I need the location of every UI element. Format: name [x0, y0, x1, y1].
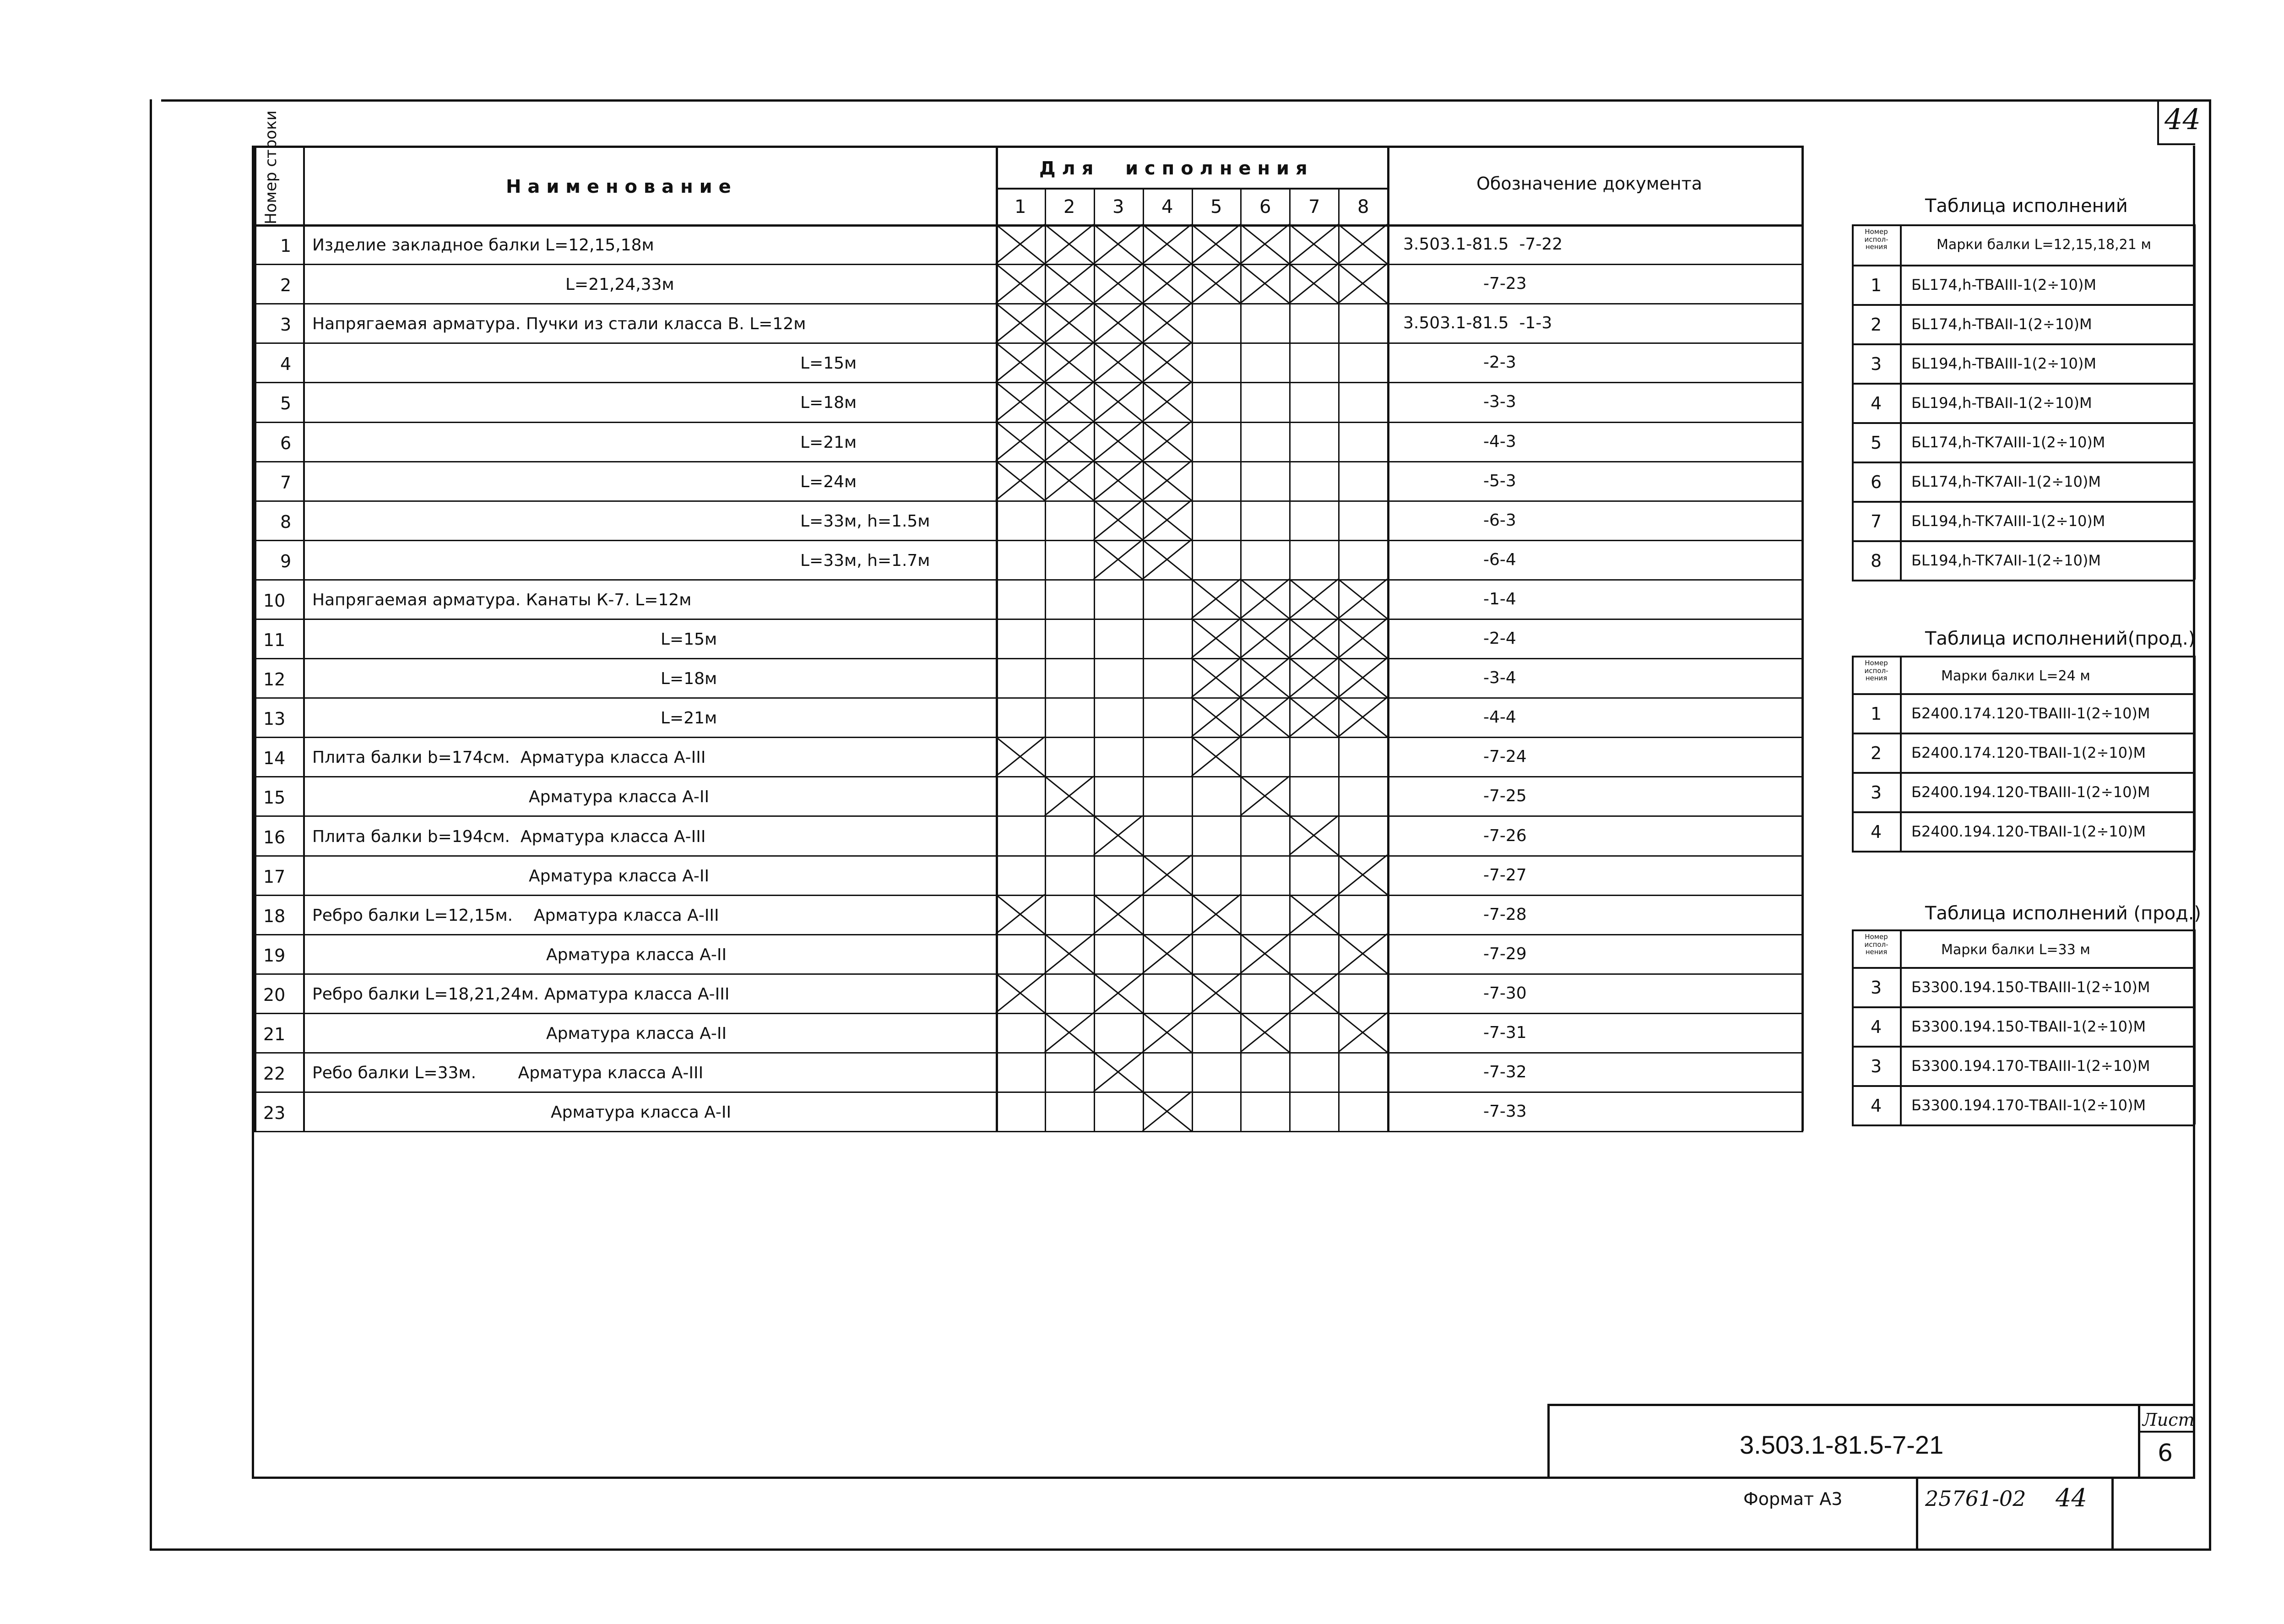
exec-table-row-line — [1852, 1046, 2194, 1048]
row-document-16: -7-26 — [1483, 826, 1527, 845]
title-block-sheet-divider — [2138, 1404, 2140, 1479]
title-block-top — [1547, 1404, 2195, 1406]
row-number-18: 18 — [263, 906, 286, 926]
sheet-corner-number: 44 — [2165, 103, 2201, 136]
inventory-number: 25761-02 — [1925, 1486, 2026, 1511]
table-row-line — [254, 697, 1803, 699]
sheet-label: Лист — [2143, 1410, 2195, 1430]
exec-table-row-number: 4 — [1871, 1096, 1882, 1116]
row-document-14: -7-24 — [1483, 747, 1527, 766]
table-row-line — [254, 619, 1803, 620]
table-row-line — [254, 658, 1803, 659]
exec-table-col-marks-header: Марки балки L=12,15,18,21 м — [1937, 237, 2151, 253]
row-number-10: 10 — [263, 591, 286, 611]
row-document-2: -7-23 — [1483, 274, 1527, 293]
row-name-12: L=18м — [661, 669, 717, 688]
execution-number-2: 2 — [1063, 196, 1075, 217]
exec-table-col-marks-header: Марки балки L=24 м — [1941, 668, 2090, 684]
exec-table-row-line — [1852, 1006, 2194, 1008]
exec-table-row-mark: Б2400.194.120-TBAIII-1(2÷10)M — [1911, 783, 2150, 801]
table-row-line — [254, 776, 1803, 777]
row-document-15: -7-25 — [1483, 787, 1527, 805]
row-name-14: Плита балки b=174см. Арматура класса А-III — [312, 748, 706, 767]
exec-table-header-line — [1852, 693, 2194, 695]
row-name-6: L=21м — [800, 433, 857, 452]
exec-table-title-2: Таблица исполнений(прод.) — [1925, 628, 2196, 649]
row-number-2: 2 — [280, 275, 292, 295]
exec-table-title-3: Таблица исполнений (прод.) — [1925, 903, 2202, 924]
row-document-21: -7-31 — [1483, 1023, 1527, 1042]
exec-table-row-line — [1852, 501, 2194, 503]
row-number-7: 7 — [280, 473, 292, 493]
inventory-suffix: 44 — [2056, 1483, 2087, 1512]
row-document-6: -4-3 — [1483, 432, 1516, 451]
row-number-14: 14 — [263, 748, 286, 768]
row-document-7: -5-3 — [1483, 472, 1516, 490]
table-row-line — [254, 737, 1803, 738]
row-name-19: Арматура класса А-II — [546, 945, 727, 964]
exec-table-col-marks-header: Марки балки L=33 м — [1941, 942, 2090, 958]
row-name-18: Ребро балки L=12,15м. Арматура класса А-III — [312, 906, 719, 925]
exec-table-title-1: Таблица исполнений — [1925, 196, 2128, 217]
exec-table-col-exec-header: Номер испол-нения — [1864, 228, 1888, 251]
row-name-2: L=21,24,33м — [565, 275, 674, 294]
exec-table-row-number: 3 — [1871, 1056, 1882, 1076]
table-row-line — [254, 422, 1803, 423]
exec-table-col-divider — [1900, 224, 1902, 580]
table-row-line — [254, 1013, 1803, 1014]
exec-table-left — [1852, 224, 1854, 580]
row-number-20: 20 — [263, 985, 286, 1005]
row-name-22: Ребо балки L=33м. Арматура класса А-III — [312, 1064, 704, 1082]
exec-table-row-mark: Б3300.194.150-TBAIII-1(2÷10)M — [1911, 978, 2150, 996]
exec-table-row-mark: Б3300.194.170-TBAII-1(2÷10)M — [1911, 1097, 2146, 1114]
row-document-22: -7-32 — [1483, 1063, 1527, 1081]
row-number-12: 12 — [263, 669, 286, 690]
table-row-line — [254, 1131, 1803, 1132]
exec-table-top — [1852, 656, 2194, 657]
row-document-1: 3.503.1-81.5 -7-22 — [1403, 235, 1563, 254]
execution-number-8: 8 — [1357, 196, 1369, 217]
exec-table-row-line — [1852, 580, 2194, 581]
row-document-19: -7-29 — [1483, 945, 1527, 963]
exec-table-row-line — [1852, 383, 2194, 385]
main-table-left-border — [254, 146, 256, 1131]
exec-table-row-line — [1852, 540, 2194, 542]
row-number-9: 9 — [280, 551, 292, 571]
execution-number-3: 3 — [1112, 196, 1124, 217]
exec-table-right — [2194, 224, 2196, 580]
row-number-16: 16 — [263, 827, 286, 847]
table-row-line — [254, 855, 1803, 857]
table-row-line — [254, 579, 1803, 581]
exec-table-row-mark: БL174,h-TK7AII-1(2÷10)M — [1911, 473, 2101, 490]
title-block-sheet-label-line — [2138, 1431, 2195, 1433]
row-document-20: -7-30 — [1483, 984, 1527, 1003]
row-name-16: Плита балки b=194см. Арматура класса А-III — [312, 827, 706, 846]
exec-table-row-mark: Б2400.194.120-TBAII-1(2÷10)M — [1911, 823, 2146, 840]
execution-number-5: 5 — [1210, 196, 1222, 217]
row-number-19: 19 — [263, 945, 286, 966]
title-block-left — [1547, 1404, 1550, 1479]
row-name-9: L=33м, h=1.7м — [800, 551, 930, 570]
exec-table-row-number: 1 — [1871, 704, 1882, 724]
table-row-line — [254, 540, 1803, 541]
document-designation: 3.503.1-81.5-7-21 — [1740, 1430, 1944, 1459]
footer-divider-1 — [1916, 1479, 1918, 1551]
exec-table-row-line — [1852, 343, 2194, 345]
exec-table-row-mark: Б2400.174.120-TBAII-1(2÷10)M — [1911, 744, 2146, 761]
exec-table-row-mark: БL194,h-TBAII-1(2÷10)M — [1911, 394, 2092, 412]
row-number-11: 11 — [263, 630, 286, 650]
name-column-header: Н а и м е н о в а н и е — [506, 176, 731, 197]
row-document-23: -7-33 — [1483, 1102, 1527, 1121]
exec-table-col-divider — [1900, 929, 1902, 1124]
exec-table-row-line — [1852, 733, 2194, 734]
exec-table-row-mark: БL174,h-TBAII-1(2÷10)M — [1911, 315, 2092, 333]
exec-table-row-line — [1852, 1124, 2194, 1126]
row-number-6: 6 — [280, 433, 292, 453]
exec-table-col-exec-header: Номер испол-нения — [1864, 933, 1888, 956]
for-execution-header: Д л я и с п о л н е н и я — [1039, 158, 1307, 179]
table-row-line — [254, 1052, 1803, 1054]
row-number-23: 23 — [263, 1103, 286, 1123]
row-name-8: L=33м, h=1.5м — [800, 512, 930, 531]
table-row-line — [254, 303, 1803, 304]
table-row-line — [254, 895, 1803, 896]
exec-table-row-number: 3 — [1871, 782, 1882, 803]
table-row-line — [254, 382, 1803, 383]
exec-table-row-number: 1 — [1871, 275, 1882, 295]
row-document-3: 3.503.1-81.5 -1-3 — [1403, 314, 1552, 332]
exec-table-row-mark: БL194,h-TBAIII-1(2÷10)M — [1911, 355, 2096, 372]
exec-table-row-mark: Б3300.194.150-TBAII-1(2÷10)M — [1911, 1018, 2146, 1035]
footer-divider-2 — [2111, 1479, 2114, 1551]
row-name-20: Ребро балки L=18,21,24м. Арматура класса А-III — [312, 985, 730, 1004]
exec-table-left — [1852, 929, 1854, 1124]
table-row-line — [254, 500, 1803, 502]
row-number-21: 21 — [263, 1024, 286, 1044]
row-name-17: Арматура класса А-II — [529, 867, 710, 885]
exec-table-row-line — [1852, 304, 2194, 306]
row-document-8: -6-3 — [1483, 511, 1516, 530]
row-document-18: -7-28 — [1483, 905, 1527, 924]
table-row-line — [254, 264, 1803, 265]
row-number-8: 8 — [280, 512, 292, 532]
execution-number-4: 4 — [1161, 196, 1173, 217]
row-name-3: Напрягаемая арматура. Пучки из стали класса В. L=12м — [312, 315, 806, 333]
execution-number-7: 7 — [1308, 196, 1320, 217]
exec-table-header-line — [1852, 967, 2194, 969]
exec-table-row-mark: БL174,h-TK7AIII-1(2÷10)M — [1911, 434, 2105, 451]
row-name-5: L=18м — [800, 393, 857, 412]
table-row-line — [254, 973, 1803, 975]
execution-number-6: 6 — [1259, 196, 1271, 217]
exec-table-row-number: 2 — [1871, 743, 1882, 763]
row-name-23: Арматура класса А-II — [551, 1103, 732, 1122]
exec-table-row-number: 3 — [1871, 978, 1882, 998]
exec-table-row-mark: БL174,h-TBAIII-1(2÷10)M — [1911, 276, 2096, 293]
row-name-7: L=24м — [800, 473, 857, 491]
exec-table-top — [1852, 929, 2194, 931]
row-name-15: Арматура класса А-II — [529, 788, 710, 806]
exec-table-row-line — [1852, 1085, 2194, 1087]
exec-table-row-line — [1852, 462, 2194, 463]
row-number-22: 22 — [263, 1064, 286, 1084]
row-document-13: -4-4 — [1483, 708, 1516, 727]
exec-table-row-number: 6 — [1871, 472, 1882, 492]
row-number-header: Номер строки — [262, 110, 280, 224]
row-number-1: 1 — [280, 236, 292, 256]
sheet-number: 6 — [2158, 1439, 2173, 1467]
format-label: Формат А3 — [1743, 1489, 1843, 1509]
exec-table-left — [1852, 656, 1854, 851]
row-document-11: -2-4 — [1483, 629, 1516, 648]
exec-table-row-number: 5 — [1871, 433, 1882, 453]
row-number-17: 17 — [263, 867, 286, 887]
exec-table-row-number: 2 — [1871, 315, 1882, 335]
row-name-13: L=21м — [661, 709, 717, 728]
row-number-15: 15 — [263, 788, 286, 808]
exec-table-row-number: 3 — [1871, 354, 1882, 374]
exec-table-right — [2194, 656, 2196, 851]
exec-table-row-line — [1852, 422, 2194, 424]
document-column-header: Обозначение документа — [1476, 174, 1703, 194]
exec-table-row-mark: Б3300.194.170-TBAIII-1(2÷10)M — [1911, 1057, 2150, 1075]
exec-table-row-line — [1852, 851, 2194, 853]
exec-table-row-line — [1852, 811, 2194, 813]
row-document-12: -3-4 — [1483, 668, 1516, 687]
row-number-5: 5 — [280, 393, 292, 413]
row-document-9: -6-4 — [1483, 550, 1516, 569]
table-row-line — [254, 342, 1803, 344]
exec-table-row-number: 8 — [1871, 551, 1882, 571]
row-number-3: 3 — [280, 315, 292, 335]
table-row-line — [254, 1092, 1803, 1093]
exec-table-row-number: 4 — [1871, 1017, 1882, 1037]
row-name-11: L=15м — [661, 630, 717, 649]
exec-table-row-mark: БL194,h-TK7AII-1(2÷10)M — [1911, 552, 2101, 569]
row-document-17: -7-27 — [1483, 866, 1527, 885]
row-name-4: L=15м — [800, 354, 857, 373]
exec-table-row-mark: БL194,h-TK7AIII-1(2÷10)M — [1911, 512, 2105, 530]
execution-number-1: 1 — [1015, 196, 1026, 217]
exec-table-row-number: 7 — [1871, 511, 1882, 532]
row-number-13: 13 — [263, 709, 286, 729]
exec-table-row-line — [1852, 772, 2194, 774]
row-document-10: -1-4 — [1483, 590, 1516, 608]
row-number-4: 4 — [280, 354, 292, 374]
table-row-line — [254, 815, 1803, 817]
row-document-4: -2-3 — [1483, 353, 1516, 372]
exec-table-header-line — [1852, 265, 2194, 266]
exec-table-col-exec-header: Номер испол-нения — [1864, 659, 1888, 682]
exec-table-right — [2194, 929, 2196, 1124]
exec-table-row-number: 4 — [1871, 822, 1882, 842]
row-name-1: Изделие закладное балки L=12,15,18м — [312, 236, 654, 255]
table-row-line — [254, 934, 1803, 935]
exec-table-row-number: 4 — [1871, 393, 1882, 413]
table-row-line — [254, 461, 1803, 462]
exec-table-row-mark: Б2400.174.120-TBAIII-1(2÷10)M — [1911, 705, 2150, 722]
exec-table-col-divider — [1900, 656, 1902, 851]
exec-table-top — [1852, 224, 2194, 226]
row-document-5: -3-3 — [1483, 392, 1516, 411]
row-name-21: Арматура класса А-II — [546, 1024, 727, 1043]
row-name-10: Напрягаемая арматура. Канаты К-7. L=12м — [312, 591, 692, 609]
